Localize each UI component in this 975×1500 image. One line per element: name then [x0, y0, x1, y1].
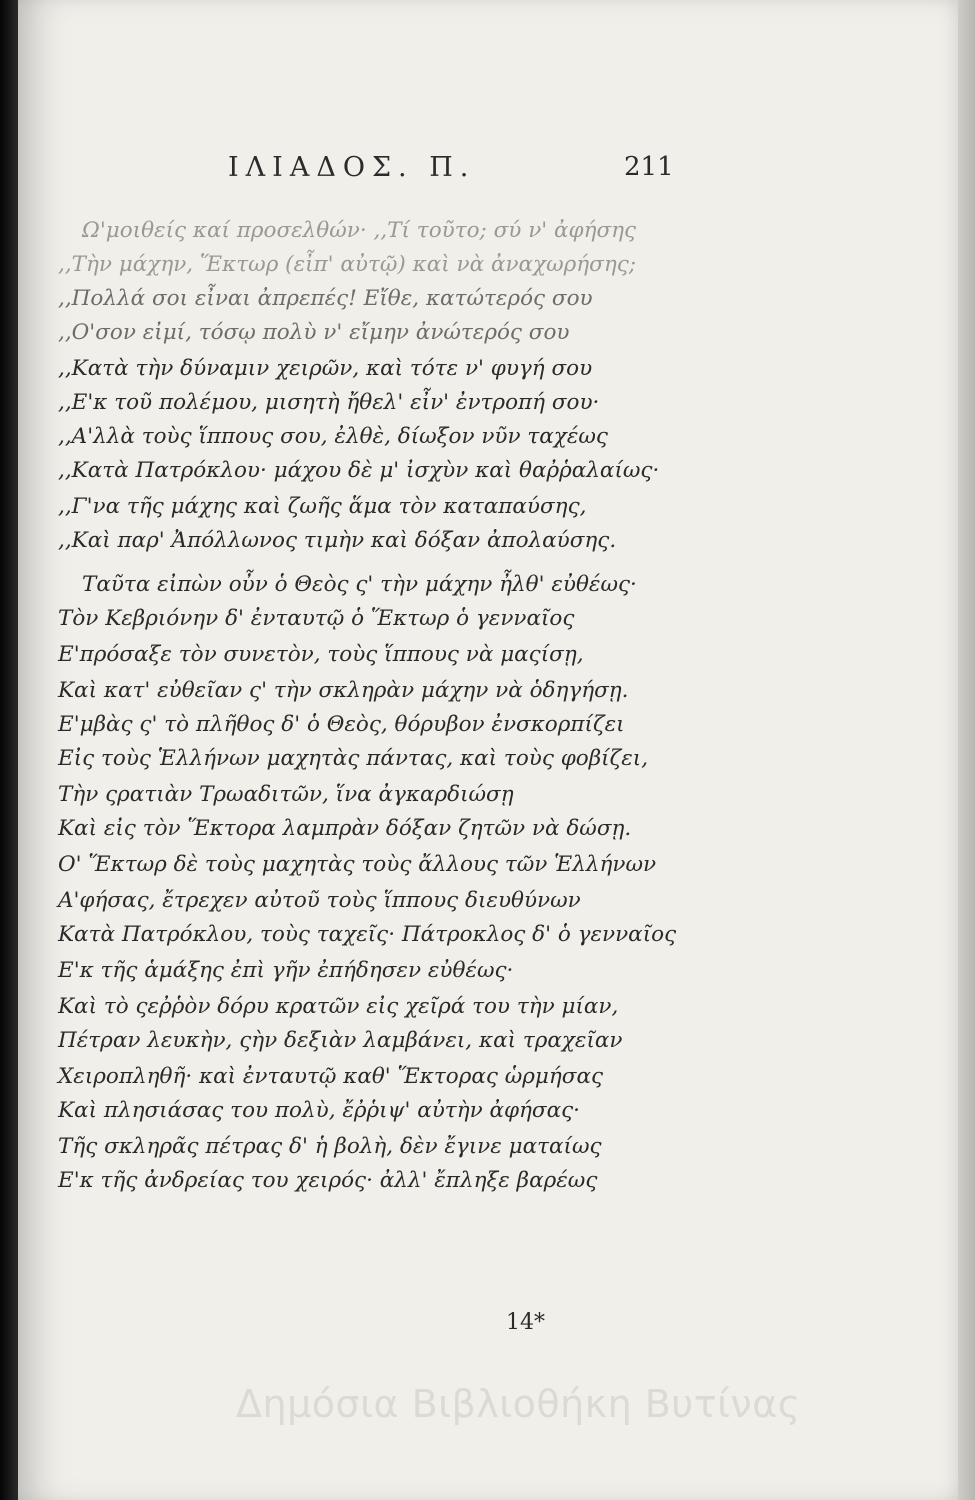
library-watermark: Δημόσια Βιβλιοθήκη Βυτίνας — [236, 1382, 801, 1426]
verse-line: Τὸν Κεβριόνην δ' ἐνταυτῷ ὁ Ἕκτωρ ὁ γενναῖος — [58, 606, 575, 631]
verse-line: Α'φήσας, ἔτρεχεν αὐτοῦ τοὺς ἵππους διευθύνων — [58, 888, 581, 913]
scan-edge-right — [958, 0, 975, 1500]
verse-line: Ε'κ τῆς ἀνδρείας του χειρός· ἀλλ' ἔπληξε βαρέως — [58, 1168, 598, 1193]
verse-line: ,,Κατὰ τὴν δύναμιν χειρῶν, καὶ τότε ν' φυγή σου — [58, 356, 593, 381]
verse-line: Ω'μοιθείς καί προσελθών· ,,Τί τοῦτο; σύ ν' ἀφήσης — [82, 218, 637, 243]
verse-line: Καὶ κατ' εὐθεῖαν ς' τὴν σκληρὰν μάχην νὰ ὁδηγήσῃ. — [58, 678, 629, 703]
page-number: 211 — [624, 152, 674, 182]
verse-line: Ε'μβὰς ς' τὸ πλῆθος δ' ὁ Θεὸς, θόρυβον ἐνσκορπίζει — [58, 712, 625, 737]
verse-line: Καὶ εἰς τὸν Ἕκτορα λαμπρὰν δόξαν ζητῶν νὰ δώσῃ. — [58, 816, 632, 841]
verse-line: ,,Κατὰ Πατρόκλου· μάχου δὲ μ' ἰσχὺν καὶ θαῤῥαλαίως· — [58, 458, 660, 483]
running-head-title: ΙΛΙΑΔΟΣ. Π. — [228, 152, 476, 183]
verse-line: ,,Γ'να τῆς μάχης καὶ ζωῆς ἅμα τὸν καταπαύσης, — [58, 494, 587, 519]
verse-line: ,,Α'λλὰ τοὺς ἵππους σου, ἐλθὲ, δίωξον νῦν ταχέως — [58, 424, 608, 449]
verse-line: ,,Ε'κ τοῦ πολέμου, μισητὴ ἤθελ' εἶν' ἐντροπή σου· — [58, 390, 600, 415]
verse-line: Κατὰ Πατρόκλου, τοὺς ταχεῖς· Πάτροκλος δ' ὁ γενναῖος — [58, 922, 677, 947]
verse-line: ,,Τὴν μάχην, Ἕκτωρ (εἶπ' αὐτῷ) καὶ νὰ ἀναχωρήσης; — [58, 252, 636, 277]
verse-line: Τὴν ςρατιὰν Τρωαδιτῶν, ἵνα ἀγκαρδιώσῃ — [58, 782, 514, 807]
book-page — [18, 0, 958, 1500]
verse-line: Ο' Ἕκτωρ δὲ τοὺς μαχητὰς τοὺς ἄλλους τῶν Ἑλλήνων — [58, 852, 657, 877]
verse-line: Ε'πρόσαξε τὸν συνετὸν, τοὺς ἵππους νὰ μαςίσῃ, — [58, 642, 584, 667]
signature-mark: 14* — [506, 1310, 545, 1335]
verse-line: Πέτραν λευκὴν, ςὴν δεξιὰν λαμβάνει, καὶ τραχεῖαν — [58, 1028, 623, 1053]
verse-line: Ε'κ τῆς ἁμάξης ἐπὶ γῆν ἐπήδησεν εὐθέως· — [58, 958, 514, 983]
verse-line: Χειροπληθῆ· καὶ ἐνταυτῷ καθ' Ἕκτορας ὡρμήσας — [58, 1064, 604, 1089]
verse-line: ,,Ο'σον εἰμί, τόσῳ πολὺ ν' εἴμην ἀνώτερός σου — [58, 320, 570, 345]
verse-line: ,,Πολλά σοι εἶναι ἀπρεπές! Εἴθε, κατώτερός σου — [58, 286, 593, 311]
verse-line: ,,Καὶ παρ' Ἀπόλλωνος τιμὴν καὶ δόξαν ἀπολαύσης. — [58, 528, 617, 553]
scan-edge-left — [0, 0, 18, 1500]
verse-line: Εἰς τοὺς Ἑλλήνων μαχητὰς πάντας, καὶ τοὺς φοβίζει, — [58, 746, 649, 771]
verse-line: Καὶ πλησιάσας του πολὺ, ἔῤῥιψ' αὐτὴν ἀφήσας· — [58, 1098, 581, 1123]
verse-line: Ταῦτα εἰπὼν οὖν ὁ Θεὸς ς' τὴν μάχην ἦλθ' εὐθέως· — [82, 572, 637, 597]
verse-line: Τῆς σκληρᾶς πέτρας δ' ἡ βολὴ, δὲν ἔγινε ματαίως — [58, 1134, 602, 1159]
verse-line: Καὶ τὸ ςεῤῥὸν δόρυ κρατῶν εἰς χεῖρά του τὴν μίαν, — [58, 994, 619, 1019]
